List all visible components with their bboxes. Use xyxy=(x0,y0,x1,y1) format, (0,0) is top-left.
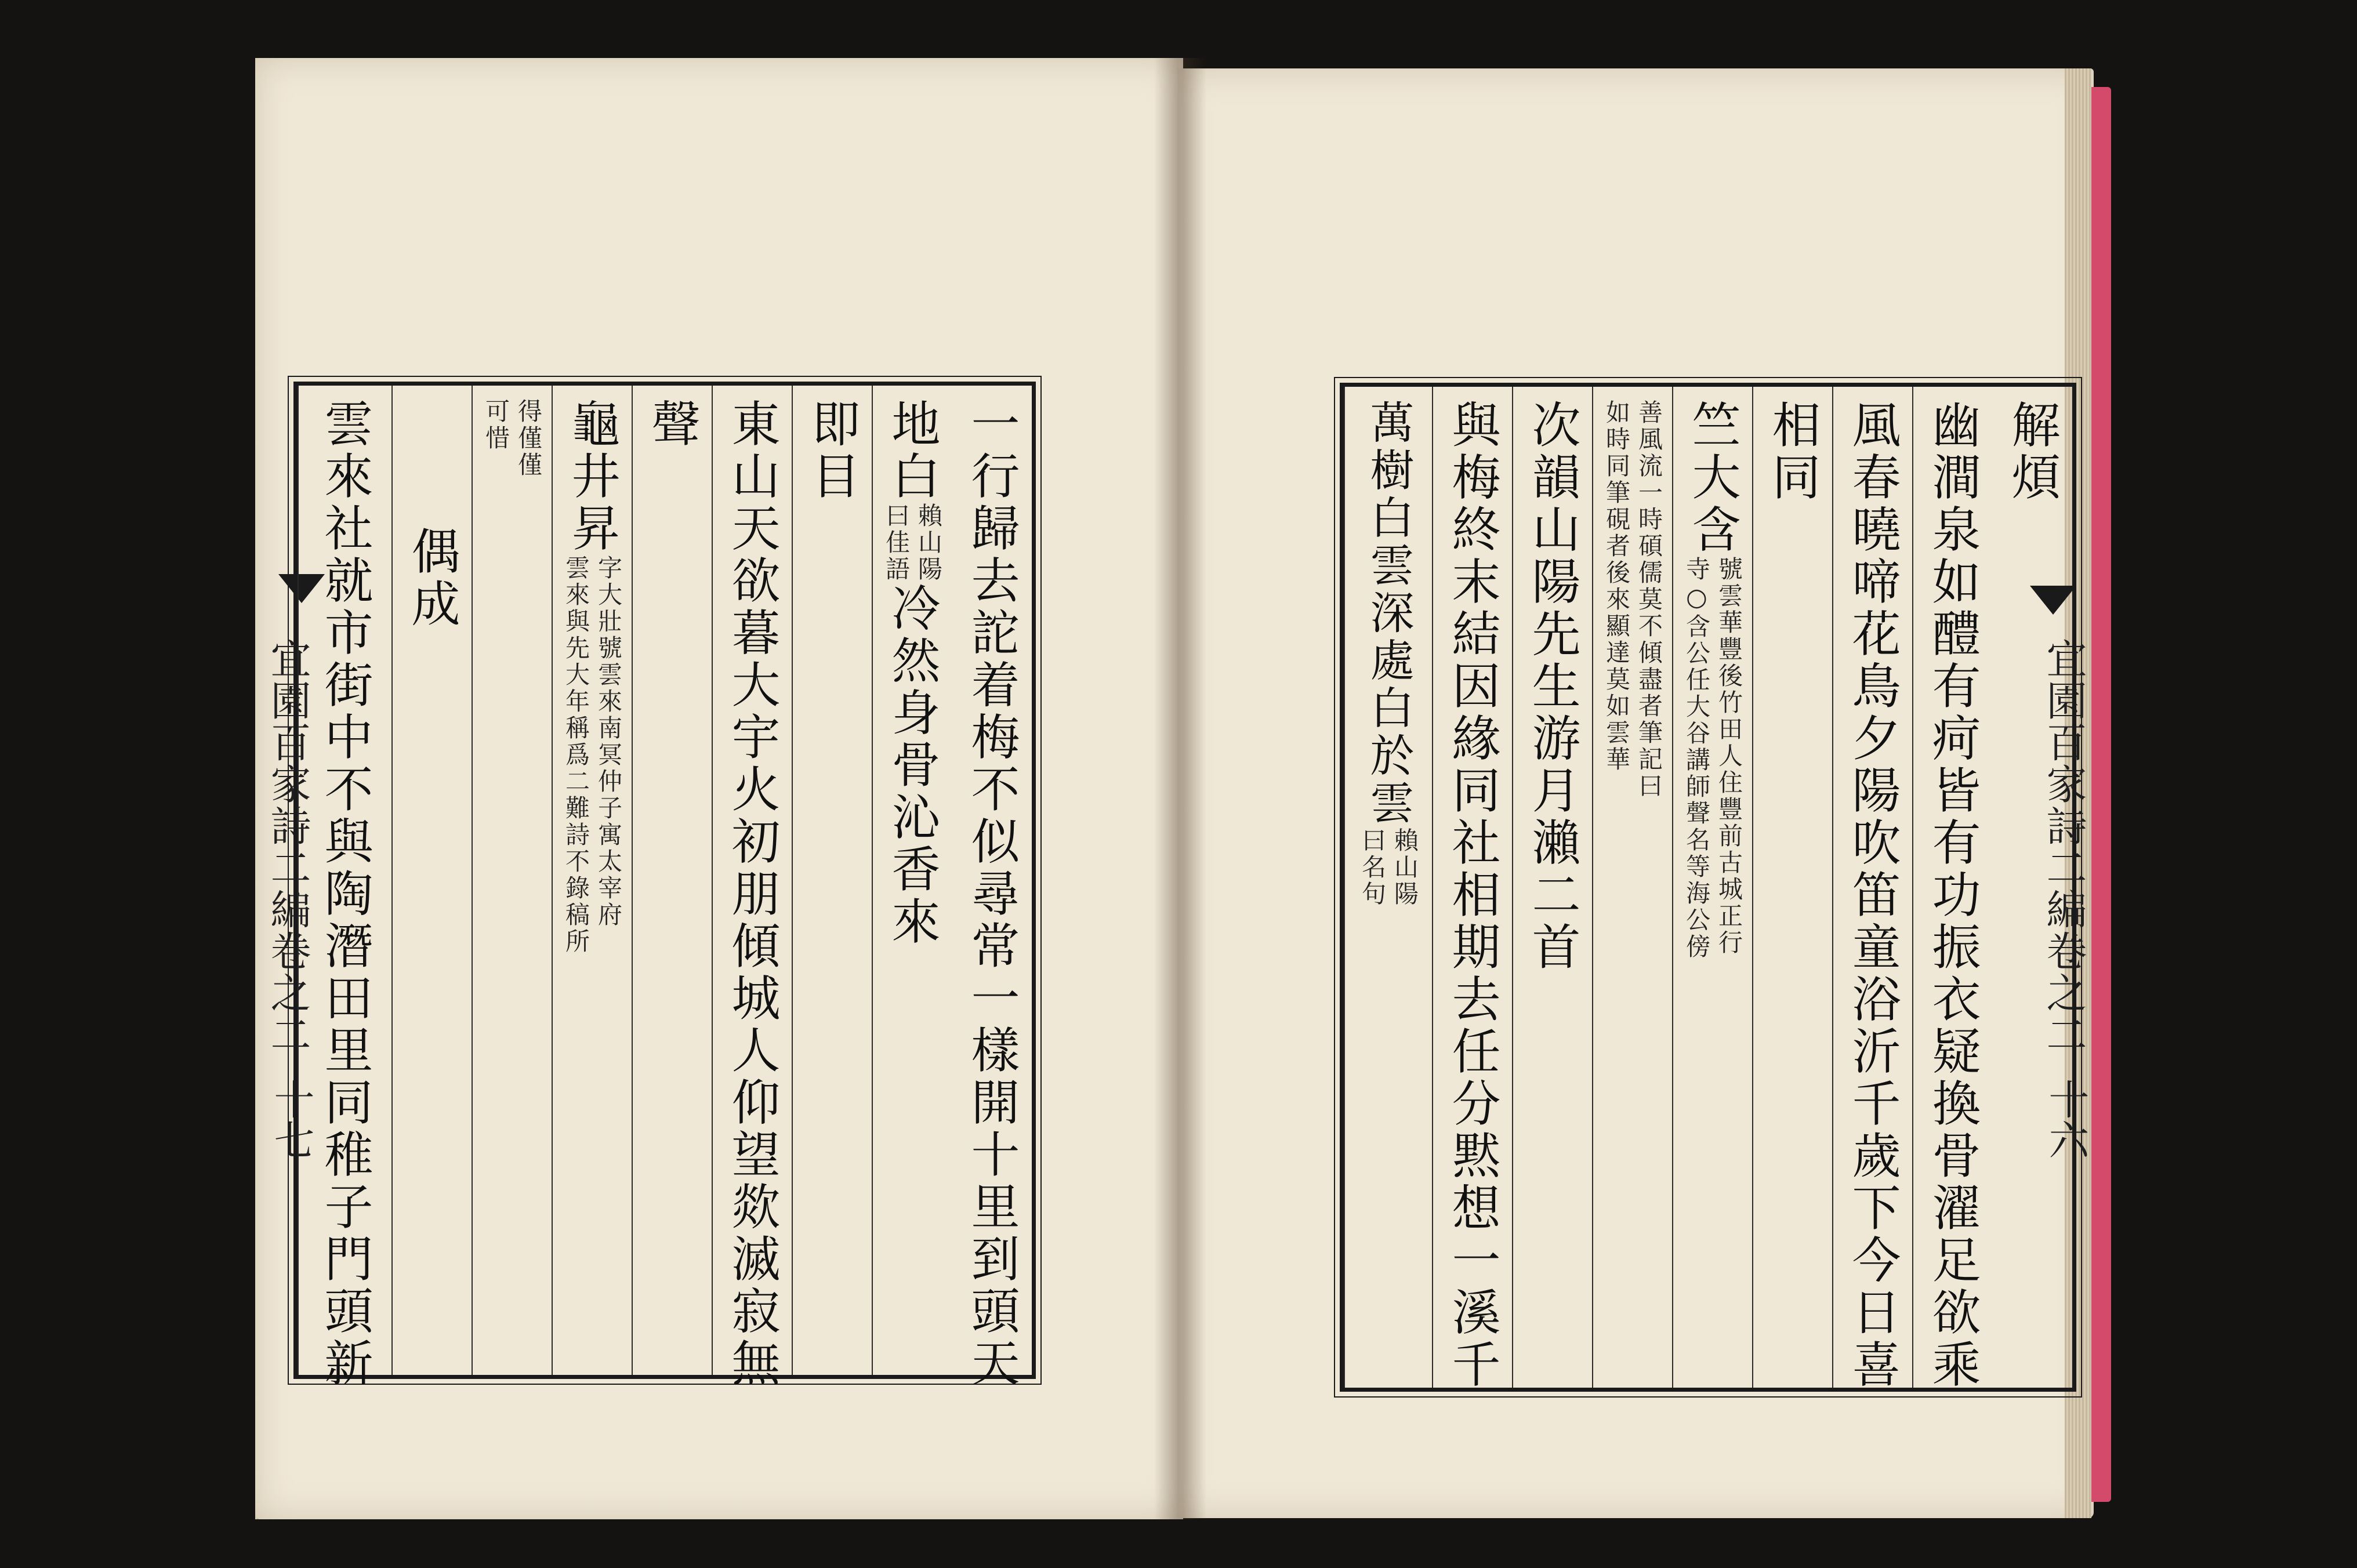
text-column xyxy=(952,386,1032,1390)
column-text: 聲 xyxy=(644,398,701,451)
column-text: 風春曉啼花鳥夕陽吹笛童浴沂千歲下今日喜 xyxy=(1844,400,1901,1391)
text-column xyxy=(1432,387,1512,1391)
left-text-frame xyxy=(293,382,1036,1390)
note-line: 得僅僅 xyxy=(514,398,543,478)
column-text: 與梅終末結因緣同社相期去任分黙想一溪千 xyxy=(1444,400,1501,1391)
note-line: 號雲華豐後竹田人住豐前古城正行 xyxy=(1715,556,1743,956)
note-line: 賴山陽 xyxy=(915,503,943,583)
note-line: 曰名句 xyxy=(1358,827,1387,908)
text-column xyxy=(872,386,952,1375)
text-column xyxy=(792,386,872,1375)
note-line: 賴山陽 xyxy=(1391,827,1419,908)
note-line: 雲來與先大年稱爲二難詩不錄稿所 xyxy=(562,555,590,955)
text-column xyxy=(1592,387,1672,1388)
text-column xyxy=(1512,387,1592,1388)
column-text: 次韻山陽先生游月瀨二首 xyxy=(1524,400,1581,974)
commentary-note xyxy=(881,503,944,583)
note-line: 善風流一時碩儒莫不傾盡者筆記曰 xyxy=(1635,400,1663,800)
note-line: 寺○含公任大谷講師聲名等海公傍 xyxy=(1682,556,1711,960)
right-folio: 十六 xyxy=(2042,1079,2090,1160)
text-column xyxy=(1344,387,1432,1388)
left-hanshin-title: 宜園百家詩二編卷之二 xyxy=(264,638,311,1055)
column-text: 地白 xyxy=(884,398,941,503)
commentary-note xyxy=(1601,400,1664,800)
column-text: 解煩 xyxy=(2004,400,2061,504)
column-text: 龜井昇 xyxy=(564,398,621,555)
column-text: 冷然身骨沁香來 xyxy=(884,583,941,948)
text-column xyxy=(632,386,712,1375)
column-text: 偶成 xyxy=(404,526,460,630)
text-column xyxy=(1672,387,1752,1388)
note-line: 曰佳語 xyxy=(882,503,911,583)
column-text: 萬樹白雲深處白於雲 xyxy=(1363,400,1415,827)
text-column xyxy=(1992,387,2072,1388)
commentary-note xyxy=(561,555,623,955)
column-text: 相同 xyxy=(1764,400,1821,504)
column-text: 雲來社就市街中不與陶潛田里同稚子門頭新 xyxy=(317,398,374,1390)
column-text: 即目 xyxy=(804,398,861,503)
note-line: 可惜 xyxy=(482,398,510,452)
column-text: 竺大含 xyxy=(1684,400,1741,556)
note-line: 如時同筆硯者後來顯達莫如雲華 xyxy=(1602,400,1631,773)
left-folio: 十七 xyxy=(267,1079,315,1160)
text-column xyxy=(298,386,391,1390)
column-text: 幽澗泉如醴有疴皆有功振衣疑換骨濯足欲乘 xyxy=(1924,400,1981,1391)
text-column xyxy=(391,386,472,1375)
text-column xyxy=(712,386,792,1390)
red-cover-edge xyxy=(2091,87,2111,1502)
commentary-note xyxy=(481,398,543,478)
right-text-frame xyxy=(1340,383,2076,1392)
text-column xyxy=(1912,387,1992,1391)
text-column xyxy=(472,386,552,1375)
commentary-note xyxy=(1357,827,1420,908)
text-column xyxy=(1832,387,1912,1391)
commentary-note xyxy=(1681,556,1744,960)
text-column xyxy=(552,386,632,1375)
note-line: 字大壯號雲來南冥仲子寓太宰府 xyxy=(594,555,623,928)
text-column xyxy=(1752,387,1832,1388)
column-text: 東山天欲暮大宇火初朋傾城人仰望欻滅寂無 xyxy=(724,398,781,1390)
column-text: 一行歸去詑着梅不似尋常一樣開十里到頭天 xyxy=(963,398,1020,1390)
book-gutter xyxy=(1154,58,1206,1519)
right-hanshin-title: 宜園百家詩二編卷之二 xyxy=(2040,638,2087,1055)
